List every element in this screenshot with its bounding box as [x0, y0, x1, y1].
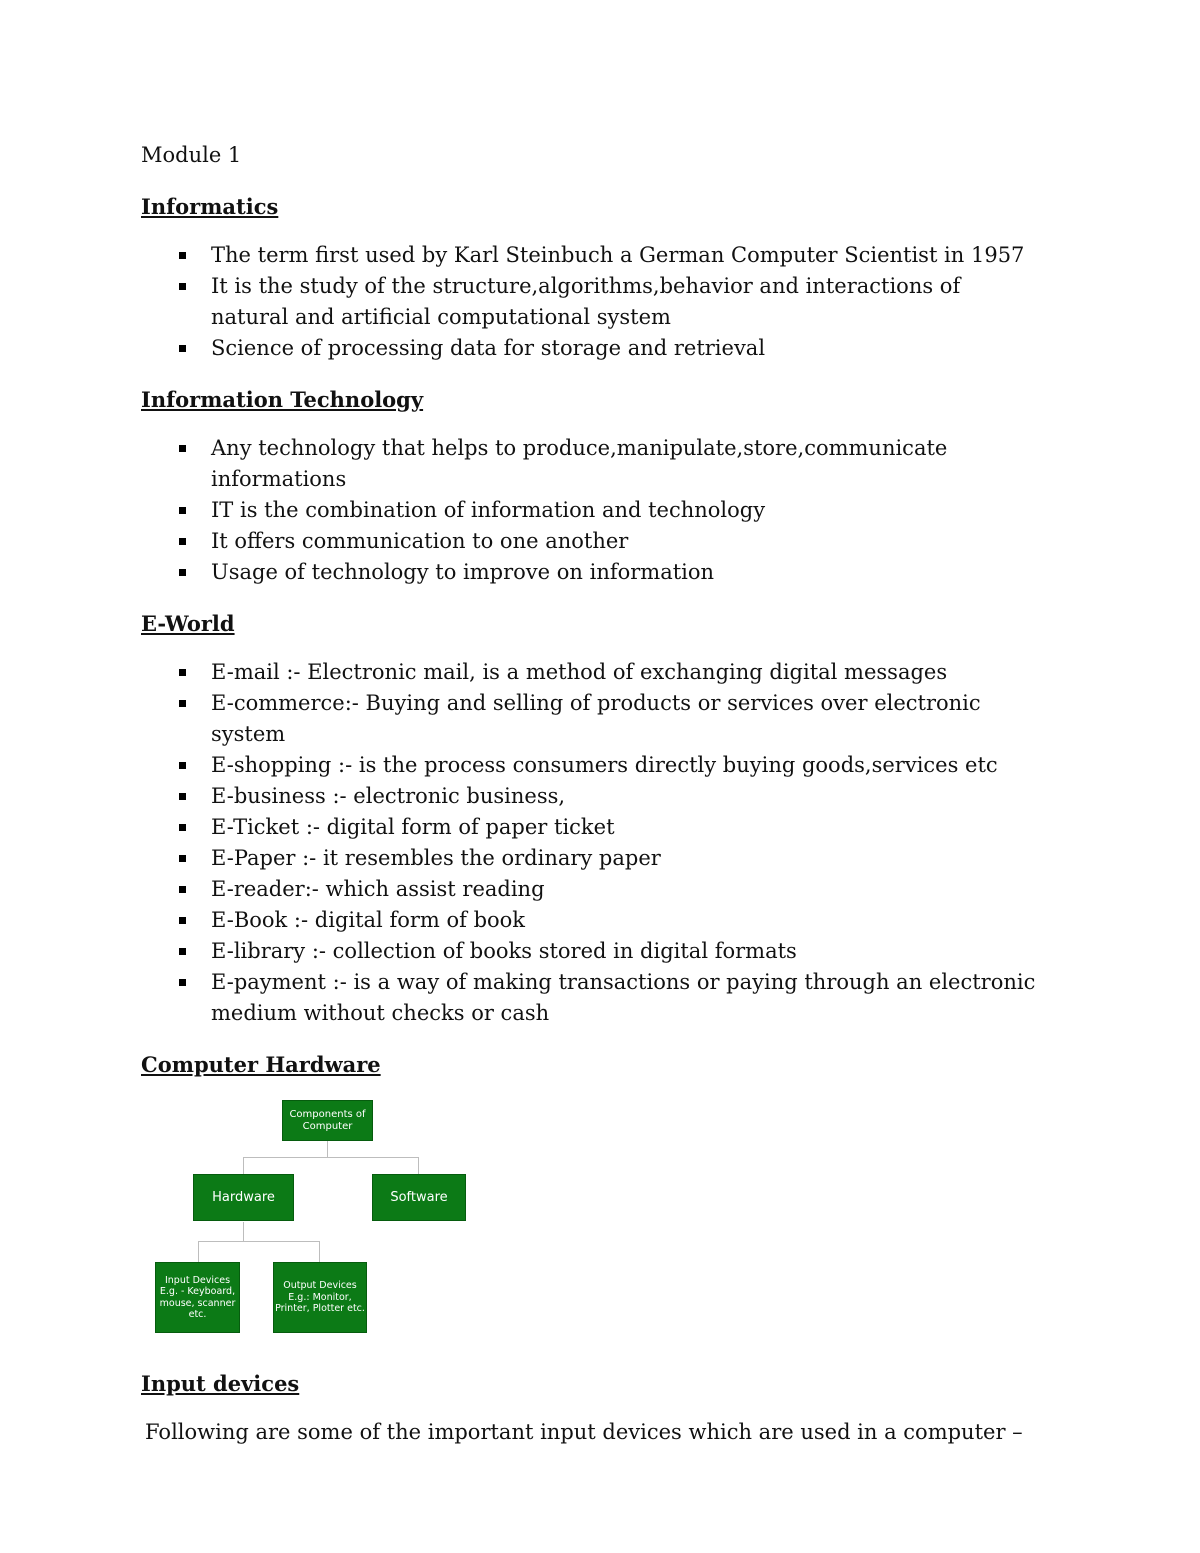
list-item: It offers communication to one another — [141, 526, 1041, 557]
square-bullet-icon — [179, 569, 186, 576]
heading-e-world: E-World — [141, 611, 235, 636]
square-bullet-icon — [179, 507, 186, 514]
informatics-list — [141, 240, 1041, 364]
e-world-list — [141, 657, 1041, 1029]
list-item: E-payment :- is a way of making transactions or paying through an electronic medium without checks or cash — [141, 967, 1041, 1029]
list-item: E-business :- electronic business, — [141, 781, 1041, 812]
node-components-of-computer: Components of Computer — [282, 1100, 373, 1141]
node-hardware: Hardware — [193, 1174, 294, 1221]
list-item: E-shopping :- is the process consumers directly buying goods,services etc — [141, 750, 1041, 781]
connector-hardware-down — [243, 1222, 244, 1242]
square-bullet-icon — [179, 445, 186, 452]
connector-bottom-branch — [198, 1241, 320, 1242]
components-diagram — [141, 1098, 541, 1346]
module-title: Module 1 — [141, 143, 242, 167]
connector-to-software — [418, 1157, 419, 1174]
square-bullet-icon — [179, 886, 186, 893]
list-item: E-reader:- which assist reading — [141, 874, 1041, 905]
square-bullet-icon — [179, 538, 186, 545]
list-item: E-Paper :- it resembles the ordinary paper — [141, 843, 1041, 874]
square-bullet-icon — [179, 283, 186, 290]
square-bullet-icon — [179, 252, 186, 259]
list-item: E-commerce:- Buying and selling of products or services over electronic system — [141, 688, 1041, 750]
list-item: E-library :- collection of books stored in digital formats — [141, 936, 1041, 967]
heading-computer-hardware: Computer Hardware — [141, 1052, 381, 1077]
list-item: E-Book :- digital form of book — [141, 905, 1041, 936]
square-bullet-icon — [179, 824, 186, 831]
connector-to-input — [198, 1241, 199, 1263]
square-bullet-icon — [179, 917, 186, 924]
square-bullet-icon — [179, 669, 186, 676]
heading-input-devices: Input devices — [141, 1371, 300, 1396]
node-software: Software — [372, 1174, 466, 1221]
list-item: Usage of technology to improve on information — [141, 557, 1041, 588]
list-item: Science of processing data for storage and retrieval — [141, 333, 1041, 364]
list-item: IT is the combination of information and technology — [141, 495, 1041, 526]
connector-to-hardware — [243, 1157, 244, 1174]
square-bullet-icon — [179, 762, 186, 769]
list-item: Any technology that helps to produce,manipulate,store,communicate informations — [141, 433, 1041, 495]
square-bullet-icon — [179, 345, 186, 352]
heading-information-technology: Information Technology — [141, 387, 424, 412]
list-item: The term first used by Karl Steinbuch a German Computer Scientist in 1957 — [141, 240, 1041, 271]
square-bullet-icon — [179, 855, 186, 862]
list-item: E-mail :- Electronic mail, is a method of exchanging digital messages — [141, 657, 1041, 688]
heading-informatics: Informatics — [141, 194, 279, 219]
list-item: E-Ticket :- digital form of paper ticket — [141, 812, 1041, 843]
square-bullet-icon — [179, 948, 186, 955]
connector-to-output — [319, 1241, 320, 1263]
list-item: It is the study of the structure,algorithms,behavior and interactions of natural and artificial computational system — [141, 271, 1041, 333]
input-devices-intro: Following are some of the important input devices which are used in a computer – — [145, 1420, 1023, 1444]
connector-top-branch — [243, 1157, 419, 1158]
square-bullet-icon — [179, 979, 186, 986]
connector-root-down — [327, 1141, 328, 1158]
square-bullet-icon — [179, 700, 186, 707]
square-bullet-icon — [179, 793, 186, 800]
document-page — [141, 140, 1041, 1448]
node-input-devices: Input Devices E.g. - Keyboard, mouse, scanner etc. — [155, 1262, 240, 1333]
node-output-devices: Output Devices E.g.: Monitor, Printer, Plotter etc. — [273, 1262, 367, 1333]
information-technology-list — [141, 433, 1041, 588]
